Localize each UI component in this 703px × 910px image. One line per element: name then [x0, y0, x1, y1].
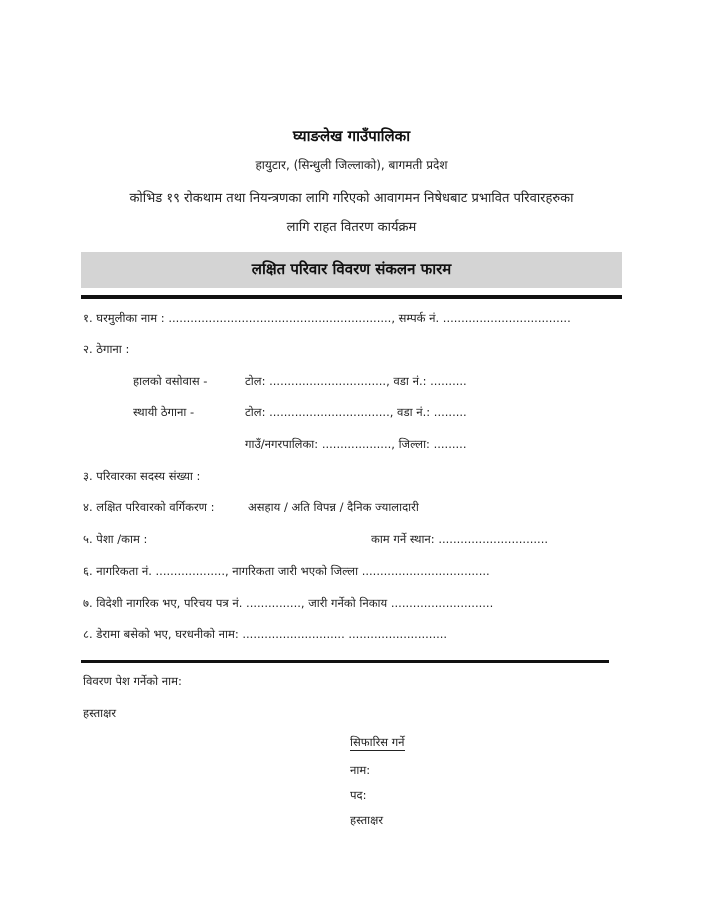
field-classification-label: ४. लक्षित परिवारको वर्गिकरण : [83, 500, 215, 514]
submitter-signature: हस्ताक्षर [83, 706, 117, 720]
program-title-line-1: कोभिड १९ रोकथाम तथा नियन्त्रणका लागि गरिएको आवागमन निषेधबाट प्रभावित परिवारहरुका [129, 191, 574, 206]
submitter-name: विवरण पेश गर्नेको नाम: [83, 674, 182, 688]
recommender-post: पद: [350, 788, 367, 802]
municipality-district-field: गाउँ/नगरपालिका: ..................., जिल्ला: ......... [245, 437, 467, 451]
org-name: घ्याङलेख गाउँपालिका [292, 127, 411, 145]
permanent-address-label: स्थायी ठेगाना - [133, 405, 195, 419]
program-title-line-2: लागि राहत वितरण कार्यक्रम [286, 220, 417, 235]
field-address-heading: २. ठेगाना : [83, 342, 130, 356]
bottom-divider [81, 660, 609, 663]
current-address-label: हालको वसोवास - [133, 374, 208, 388]
form-title: लक्षित परिवार विवरण संकलन फारम [251, 260, 452, 278]
org-address: हायुटार, (सिन्धुली जिल्लाको), बागमती प्रदेश [255, 158, 448, 172]
recommender-name: नाम: [350, 763, 371, 777]
field-foreign-id: ७. विदेशी नागरिक भए, परिचय पत्र नं. ..............., जारी गर्नेको निकाय ............................ [83, 596, 494, 610]
field-household-head: १. घरमुलीका नाम : ............................................................., सम्पर्क नं. ................................... [83, 311, 571, 325]
form-title-banner [81, 252, 622, 288]
recommendation-heading: सिफारिस गर्ने [350, 735, 405, 749]
field-occupation: ५. पेशा /काम : [83, 532, 148, 546]
field-landlord: ८. डेरामा बसेको भए, घरधनीको नाम: ............................ ........................... [83, 627, 448, 641]
current-address-value: टोल: ................................, वडा नं.: .......... [245, 374, 467, 388]
permanent-address-value: टोल: ................................., वडा नं.: ......... [245, 405, 467, 419]
field-family-members: ३. परिवारका सदस्य संख्या : [83, 469, 201, 483]
top-divider [81, 295, 622, 299]
field-citizenship: ६. नागरिकता नं. ..................., नागरिकता जारी भएको जिल्ला ................................... [83, 564, 490, 578]
field-classification-options: असहाय / अति विपन्न / दैनिक ज्यालादारी [248, 500, 419, 514]
field-work-place: काम गर्ने स्थान: .............................. [371, 532, 549, 546]
recommender-signature: हस्ताक्षर [350, 813, 384, 827]
